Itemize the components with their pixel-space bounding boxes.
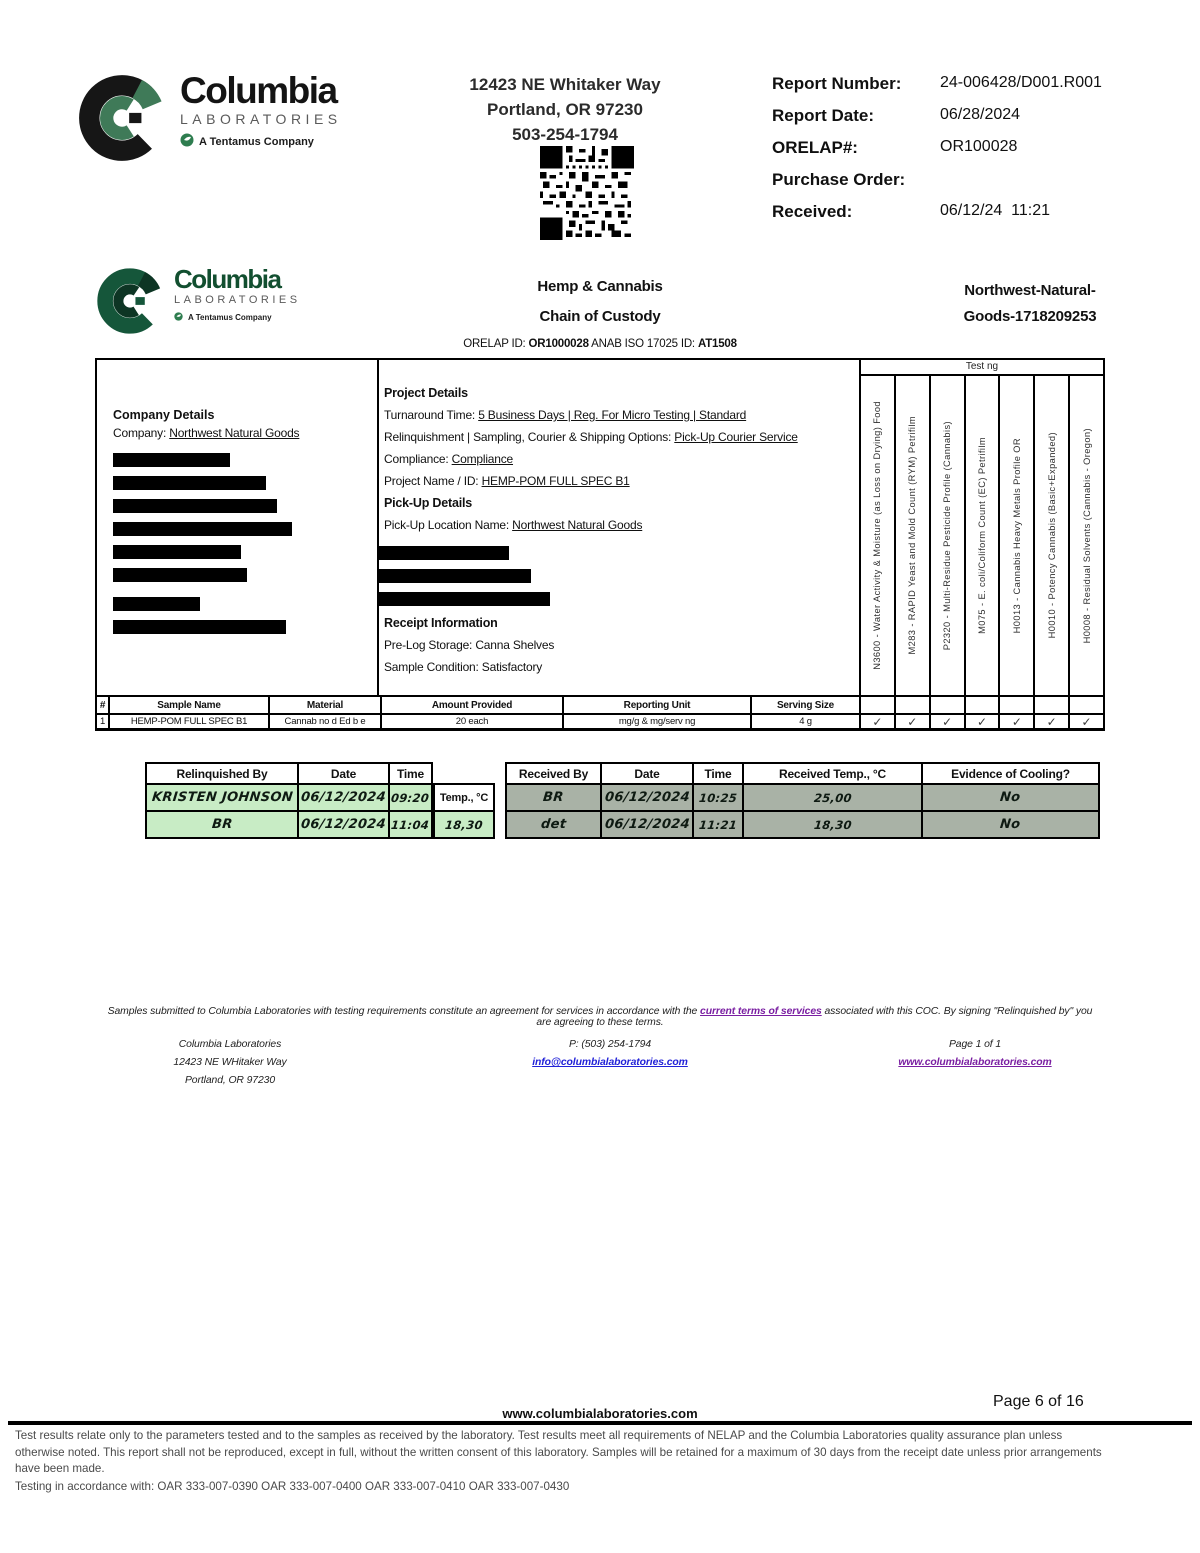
footer-disclaimer: Test results relate only to the parameters tested and to the samples as received by the laboratory. Test results meet all requirements of NELAP and the Columbia Laboratories quality assurance plan unless otherwise noted. This report shall not be reproduced, except in full, without the written consent of this laboratory. Samples will be retained for a maximum of 30 days from the receipt date unless prior arrangements have been made. [15,1429,1102,1475]
company-details [113,408,363,643]
sample-condition-label: Sample Condition: [384,660,482,674]
contact-email-link[interactable]: info@columbialaboratories.com [532,1057,688,1068]
check-cell [1035,715,1068,728]
coc-title-line2: Chain of Custody [539,308,661,325]
time-cell [390,812,431,837]
terms-of-services-link[interactable]: current terms of services [700,1006,822,1017]
relinquishment-value: Pick-Up Courier Service [674,430,798,444]
orelap-id-value: OR1000028 [528,338,589,350]
coc-brand-sub: LABORATORIES [174,294,301,306]
brand-sub: LABORATORIES [180,111,342,127]
contact-address-2: Portland, OR 97230 [184,1075,276,1086]
redacted-bar [113,568,247,582]
columbia-logo [76,72,342,169]
time-cell [694,812,742,837]
test-name: M283 - RAPID Yeast and Mold Count (RYM) Petrifilm [907,416,918,655]
test-column [1035,376,1068,695]
coc-brand-tagline: A Tentamus Company [188,313,272,322]
sample-num: 1 [97,715,108,728]
relinquishment-line [384,426,854,448]
prelog-storage-label: Pre-Log Storage: [384,638,476,652]
test-name: N3600 - Water Activity & Moisture (as Loss on Drying) Food [872,401,883,670]
test-column [931,376,964,695]
col-header-sample-name: Sample Name [110,697,268,713]
client-ref-line1: Northwest-Natural- [964,282,1096,299]
terms-text-before: Samples submitted to Columbia Laboratories with testing requirements constitute an agreement for services in accordance with the [107,1006,701,1017]
testing-columns [861,376,1103,695]
temp-block [433,783,495,839]
signature: KRISTEN JOHNSON [150,790,294,805]
company-value: Northwest Natural Goods [169,426,300,440]
project-name-line [384,470,854,492]
redacted-bar [113,476,266,490]
contact-phone: P: (503) 254-1794 [568,1039,652,1050]
test-column [1070,376,1103,695]
col-header-unit: Reporting Unit [564,697,750,713]
project-name-label: Project Name / ID: [384,474,482,488]
temp-label: Temp., °C [435,785,493,810]
check-icon: ✓ [907,715,918,728]
handwritten-time: 11:21 [698,817,738,832]
redacted-bar [113,499,277,513]
redacted-bar [379,592,550,606]
check-cell [966,715,999,728]
coc-title-line1: Hemp & Cannabis [537,278,663,295]
test-column [861,376,894,695]
brand-tagline: A Tentamus Company [199,135,314,148]
signature: BR [542,790,565,805]
report-date-label: Report Date: [772,106,875,125]
address-line-3: 503-254-1794 [512,125,618,144]
check-icon: ✓ [976,715,988,728]
brand-name: Columbia [180,70,337,111]
page-indicator: Page 6 of 16 [993,1393,1084,1410]
turnaround-label: Turnaround Time: [384,408,479,422]
report-date-value: 06/28/2024 [940,106,1021,123]
client-ref-line2: Goods-1718209253 [963,308,1097,325]
check-cell [896,715,929,728]
date-cell [602,812,692,837]
coc-brand-name: Columbia [174,264,281,294]
check-icon: ✓ [1081,715,1092,728]
received-label: Received: [772,202,853,221]
test-column [966,376,999,695]
pickup-details-heading: Pick-Up Details [384,496,473,510]
date-cell [602,785,692,810]
check-header-cell [1070,697,1103,713]
pickup-location-line [384,514,854,536]
sample-name: HEMP-POM FULL SPEC B1 [110,715,268,728]
test-column [896,376,929,695]
footer-website: www.columbialaboratories.com [502,1406,698,1421]
company-details-heading: Company Details [113,408,215,422]
address-line-2: Portland, OR 97230 [487,100,643,119]
contact-right [895,1036,1055,1072]
coc-orelap-line [430,338,770,350]
temp-cell [435,812,493,837]
time-header: Time [694,764,742,783]
client-reference [930,278,1130,330]
check-header-cell [861,697,894,713]
test-column [1000,376,1033,695]
evidence-cooling-cell [923,785,1098,810]
orelap-id-label: ORELAP ID: [463,338,529,350]
footer-rule [8,1421,1192,1425]
redacted-bar [113,545,241,559]
contact-lab-name: Columbia Laboratories [178,1039,282,1050]
project-details-heading: Project Details [384,386,468,400]
columbia-logo-icon [76,72,168,169]
received-temp-header: Received Temp., °C [744,764,921,783]
relinquished-by-cell [147,812,297,837]
project-details [384,382,854,536]
report-number-value: 24-006428/D001.R001 [940,74,1102,91]
test-name: P2320 - Multi-Residue Pesticide Profile (Cannabis) [942,420,953,651]
received-by-cell [507,785,600,810]
company-label: Company: [113,426,170,440]
company-line [113,422,363,444]
compliance-label: Compliance: [384,452,452,466]
coc-title-block [430,278,770,350]
handwritten-answer: No [999,817,1022,832]
time-header: Time [390,764,431,783]
test-name: H0010 - Potency Cannabis (Basic+Expanded) [1046,432,1057,639]
sample-condition-line [384,656,854,678]
footer-accordance: Testing in accordance with: OAR 333-007-0390 OAR 333-007-0400 OAR 333-007-0410 OAR 333-007-0430 [15,1480,570,1493]
evidence-cooling-cell [923,812,1098,837]
received-table [505,762,1100,839]
check-icon: ✓ [872,715,883,728]
received-by-header: Received By [507,764,600,783]
date-cell [299,812,388,837]
received-by-cell [507,812,600,837]
check-icon: ✓ [1046,715,1057,728]
redacted-bar [113,620,286,634]
signature: det [540,817,567,832]
columbia-logo-green-icon [95,266,165,341]
coc-table [95,358,1105,731]
check-icon: ✓ [1011,715,1022,728]
test-name: H0008 - Residual Solvents (Cannabis - Oregon) [1081,427,1092,644]
testing-header: Test ng [861,360,1103,376]
check-cell [861,715,894,728]
pickup-location-label: Pick-Up Location Name: [384,518,513,532]
handwritten-date: 06/12/2024 [603,790,691,805]
sample-material: Cannab no d Ed b e [270,715,380,728]
time-cell [390,785,431,810]
relinquishment-label: Relinquishment | Sampling, Courier & Shipping Options: [384,430,675,444]
receipt-info-heading: Receipt Information [384,616,498,630]
check-header-cell [966,697,999,713]
sample-serving: 4 g [752,715,859,728]
tentamus-leaf-icon [180,133,194,150]
handwritten-date: 06/12/2024 [300,790,387,805]
check-header-cell [896,697,929,713]
test-name: H0013 - Cannabis Heavy Metals Profile OR [1011,437,1022,634]
project-redactions [379,546,550,615]
iso-label: ANAB ISO 17025 ID: [588,338,698,350]
handwritten-temp: 18,30 [444,817,484,832]
sample-amount: 20 each [382,715,562,728]
sample-table [97,695,1103,728]
handwritten-time: 11:04 [390,817,431,832]
sample-unit: mg/g & mg/serv ng [564,715,750,728]
handwritten-temp: 18,30 [812,817,853,832]
project-name-value: HEMP-POM FULL SPEC B1 [481,474,630,488]
relinquished-by-cell [147,785,297,810]
lab-address [440,72,690,147]
check-cell [1070,715,1103,728]
redacted-bar [379,569,531,583]
contact-page-of: Page 1 of 1 [948,1039,1002,1050]
receipt-information [384,612,854,678]
orelap-value: OR100028 [940,138,1018,155]
date-header: Date [299,764,388,783]
evidence-cooling-header: Evidence of Cooling? [923,764,1098,783]
terms-statement [100,1006,1100,1028]
iso-value: AT1508 [697,338,737,350]
check-header-cell [1000,697,1033,713]
redacted-bar [113,522,292,536]
turnaround-value: 5 Business Days | Reg. For Micro Testing | Standard [478,408,747,422]
handwritten-answer: No [999,790,1022,805]
relinquished-table [145,762,433,839]
test-name: M075 - E. coli/Coliform Count (EC) Petrifilm [976,437,987,634]
date-header: Date [602,764,692,783]
compliance-line [384,448,854,470]
prelog-storage-value: Canna Shelves [475,638,555,652]
col-header-amount: Amount Provided [382,697,562,713]
report-number-label: Report Number: [772,74,902,93]
handwritten-temp: 25,00 [812,790,853,805]
contact-website-link[interactable]: www.columbialaboratories.com [898,1057,1052,1068]
received-temp-cell [744,785,921,810]
relinquished-by-header: Relinquished By [147,764,297,783]
report-info [772,74,1172,234]
purchase-order-label: Purchase Order: [772,170,906,189]
handwritten-time: 10:25 [698,790,738,805]
time-cell [694,785,742,810]
date-cell [299,785,388,810]
received-value: 06/12/24 11:21 [940,202,1051,219]
col-header-serving: Serving Size [752,697,859,713]
redacted-bar [113,453,230,467]
check-header-cell [931,697,964,713]
compliance-value: Compliance [451,452,514,466]
qr-code [540,146,634,245]
col-header-num: # [97,697,108,713]
received-temp-cell [744,812,921,837]
orelap-label: ORELAP#: [772,138,858,157]
handwritten-date: 06/12/2024 [603,817,691,832]
handwritten-date: 06/12/2024 [300,817,387,832]
signature: BR [210,817,234,832]
redacted-bar [379,546,509,560]
prelog-storage-line [384,634,854,656]
address-line-1: 12423 NE Whitaker Way [469,75,661,94]
redacted-bar [113,597,200,611]
check-header-cell [1035,697,1068,713]
sample-condition-value: Satisfactory [481,660,543,674]
check-cell [1000,715,1033,728]
tentamus-leaf-icon [174,312,183,323]
contact-center [500,1036,720,1072]
col-header-material: Material [270,697,380,713]
coc-logo [95,266,301,341]
contact-left [155,1036,305,1090]
turnaround-line [384,404,854,426]
terms-text-after: associated with this COC. By signing "Relinquished by" you are agreeing to these terms. [536,1006,1093,1028]
check-cell [931,715,964,728]
divider [377,360,379,695]
handwritten-time: 09:20 [390,790,431,805]
check-icon: ✓ [942,715,953,728]
contact-address-1: 12423 NE WHitaker Way [173,1057,287,1068]
pickup-location-value: Northwest Natural Goods [512,518,643,532]
